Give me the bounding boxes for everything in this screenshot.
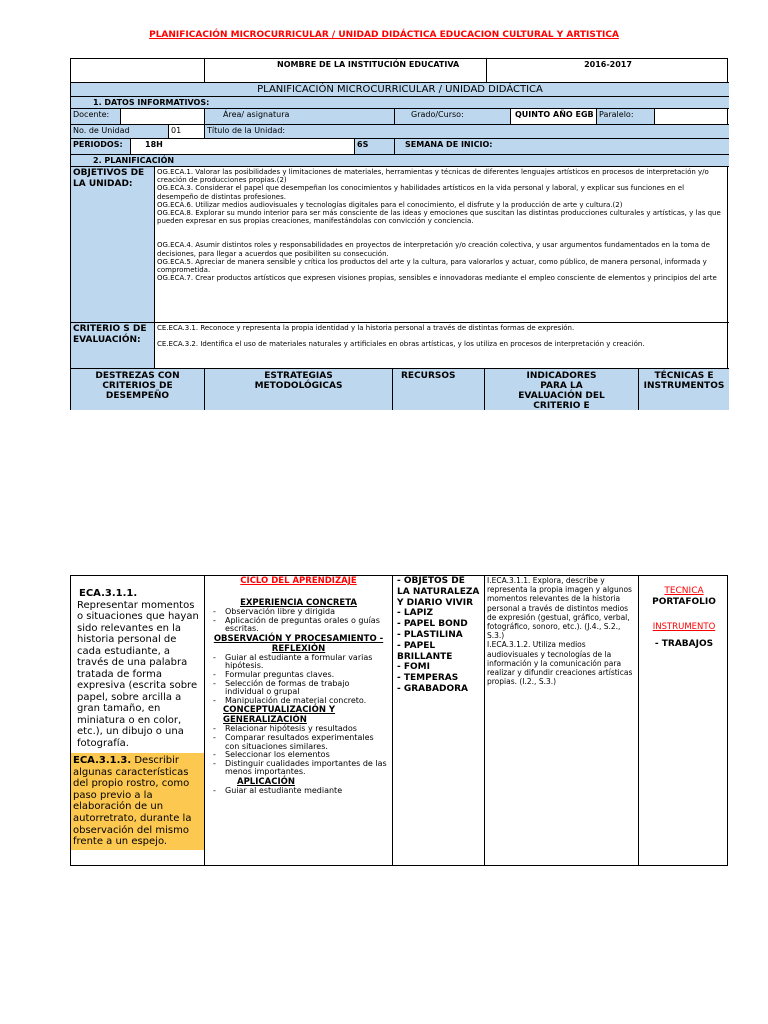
destreza-code: ECA.3.1.3. (73, 755, 132, 766)
indicador-item: I.ECA.3.1.2. Utiliza medios audiovisuales y tecnologías de la información y la comunicación para realizar y difundir creaciones artísticas propias. (I.2., S.3.) (487, 640, 633, 687)
titulo-label: Título de la Unidad: (205, 125, 729, 139)
instrumento-value: - TRABAJOS (654, 639, 714, 649)
objetivo-item: OG.ECA.6. Utilizar medios audiovisuales y tecnologías digitales para el conocimiento, el disfrute y la producción de arte y cultura.(2) (157, 200, 623, 209)
recurso-item: - PAPEL BRILLANTE (397, 640, 453, 662)
unidad-value: 01 (169, 125, 205, 139)
indicadores-column (485, 576, 639, 865)
list-item: - Distinguir cualidades importantes de las menos importantes. (225, 760, 390, 777)
list-item: - Comparar resultados experimentales con situaciones similares. (225, 734, 390, 751)
plan-title: PLANIFICACIÓN MICROCURRICULAR / UNIDAD DIDÁCTICA (71, 83, 729, 97)
list-item: - Aplicación de preguntas orales o guías escritas. (225, 617, 390, 634)
destrezas-column (71, 576, 205, 865)
docente-label: Docente: (71, 109, 121, 125)
periodos-label: PERIODOS: (71, 139, 131, 155)
blank-cell (71, 59, 205, 83)
list-item: - Relacionar hipótesis y resultados (225, 725, 390, 734)
objetivo-item: OG.ECA.1. Valorar las posibilidades y limitaciones de materiales, herramientas y técnicas de diferentes lenguajes artísticos en procesos de interpretación y/o creación de producciones propias.(2) (157, 168, 709, 185)
list-item: - Manipulación de material concreto. (225, 697, 390, 706)
header-destrezas: DESTREZAS CON CRITERIOS DE DESEMPEÑO (71, 369, 205, 410)
list-item: - Formular preguntas claves. (225, 671, 390, 680)
criterio-item: CE.ECA.3.2. Identifica el uso de materiales naturales y artificiales en obras artísticas, y los utiliza en procesos de interpretación y creación. (157, 340, 645, 349)
tecnicas-column (639, 576, 729, 865)
tecnica-value: PORTAFOLIO (652, 597, 716, 607)
school-year: 2016-2017 (487, 59, 729, 83)
observacion-title: OBSERVACIÓN Y PROCESAMIENTO - REFLEXIÓN (213, 633, 384, 654)
estrategias-column (205, 576, 393, 865)
list-item: - Guiar al estudiante a formular varias hipótesis. (225, 654, 390, 671)
destreza-highlight (71, 753, 204, 850)
list-item: - Guiar al estudiante mediante (225, 787, 390, 796)
criterio-label: CRITERIO S DE EVALUACIÓN: (71, 323, 155, 369)
recurso-item: - TEMPERAS (397, 673, 459, 684)
recursos-column (393, 576, 485, 865)
objetivo-item: OG.ECA.8. Explorar su mundo interior para ser más consciente de las ideas y emociones que suscitan las distintas producciones culturales y artísticas, y las que pueden expresar en sus propias creaciones, manifestándolas con convicción y conciencia. (157, 209, 721, 226)
experiencia-list (207, 608, 390, 634)
criterios-list (155, 323, 729, 369)
instrumento-label: INSTRUMENTO (652, 622, 716, 632)
unidad-label: No. de Unidad (71, 125, 169, 139)
list-item: - Seleccionar los elementos (225, 751, 390, 760)
recurso-item: - PLASTILINA (397, 629, 463, 640)
experiencia-title: EXPERIENCIA CONCRETA (240, 598, 357, 608)
paralelo-label: Paralelo: (597, 109, 655, 125)
objetivo-item: OG.ECA.3. Considerar el papel que desempeñan los conocimientos y habilidades artísticos en la vida personal y laboral, y explicar sus funciones en el desempeño de distintas profesiones. (157, 184, 685, 201)
header-tecnicas: TÉCNICAS E INSTRUMENTOS (639, 369, 729, 410)
grado-value: QUINTO AÑO EGB (511, 109, 597, 125)
recurso-item: - GRABADORA (397, 683, 468, 694)
grado-label: Grado/Curso: (395, 109, 511, 125)
objetivo-item: OG.ECA.5. Apreciar de manera sensible y crítica los productos del arte y la cultura, para valorarlos y actuar, como público, de manera personal, informada y comprometida. (157, 257, 707, 275)
indicador-item: I.ECA.3.1.1. Explora, describe y representa la propia imagen y algunos momentos relevantes de la historia personal a través de distintos medios de expresión (gestual, gráfico, verbal, fotográfico, sonoro, etc.). (J.4., S.2., S.3.) (487, 576, 632, 641)
objetivo-item: OG.ECA.7. Crear productos artísticos que expresen visiones propias, sensibles e innovadoras mediante el empleo consciente de elementos y principios del arte (157, 274, 717, 283)
area-label: Área/ asignatura (205, 109, 395, 125)
periodos-extra: 6S (355, 139, 395, 155)
recurso-item: - OBJETOS DE LA NATURALEZA Y DIARIO VIVIR (397, 576, 480, 608)
header-indicadores: INDICADORES PARA LA EVALUACIÓN DEL CRITERIO E (485, 369, 639, 410)
planning-table (70, 58, 728, 410)
header-estrategias: ESTRATEGIAS METODOLÓGICAS (205, 369, 393, 410)
detail-table (70, 575, 728, 866)
list-item: - Observación libre y dirigida (225, 608, 390, 617)
periodos-value: 18H (131, 139, 355, 155)
paralelo-field[interactable] (655, 109, 729, 125)
objetivo-item: OG.ECA.4. Asumir distintos roles y responsabilidades en proyectos de interpretación y/o creación colectiva, y usar argumentos fundamentados en la toma de decisiones, para llegar a acuerdos que posibiliten su consecución. (157, 241, 710, 258)
conceptualizacion-title: CONCEPTUALIZACIÓN Y GENERALIZACIÓN (223, 705, 336, 726)
destreza-text: Representar momentos o situaciones que hayan sido relevantes en la historia personal de cada estudiante, a través de una palabra tratada de forma expresiva (escrita sobre papel, sobre arcilla a gran tamaño, en miniatura o en color, etc.), un dibujo o una fotografía. (77, 599, 199, 749)
recurso-item: - LAPIZ (397, 608, 434, 619)
objetivos-list (155, 167, 729, 323)
docente-field[interactable] (121, 109, 205, 125)
destreza-code: ECA.3.1.1. (79, 588, 138, 599)
list-item: - Selección de formas de trabajo individual o grupal (225, 680, 390, 697)
planificacion-section-title: 2. PLANIFICACIÓN (71, 155, 729, 167)
criterio-item: CE.ECA.3.1. Reconoce y representa la propia identidad y la historia personal a través de distintas formas de expresión. (157, 324, 575, 332)
aplicacion-title: APLICACIÓN (237, 776, 295, 787)
recurso-item: - PAPEL BOND (397, 619, 468, 630)
aplicacion-list (207, 787, 390, 796)
objetivos-label: OBJETIVOS DE LA UNIDAD: (71, 167, 155, 323)
conceptualizacion-list (207, 725, 390, 777)
ciclo-title: CICLO DEL APRENDIZAJE (240, 576, 357, 586)
observacion-list (207, 654, 390, 706)
recurso-item: - FOMI (397, 662, 430, 673)
document-title: PLANIFICACIÓN MICROCURRICULAR / UNIDAD DIDÁCTICA EDUCACION CULTURAL Y ARTISTICA (149, 30, 619, 40)
semana-label: SEMANA DE INICIO: (395, 139, 729, 155)
institution-label: NOMBRE DE LA INSTITUCIÓN EDUCATIVA (205, 59, 487, 83)
datos-section-title: 1. DATOS INFORMATIVOS: (71, 97, 729, 109)
header-recursos: RECURSOS (393, 369, 485, 410)
tecnica-label: TECNICA (664, 586, 704, 596)
destreza-text: Describir algunas características del propio rostro, como paso previo a la elaboración de un autorretrato, durante la observación del mismo frente a un espejo. (73, 755, 192, 848)
